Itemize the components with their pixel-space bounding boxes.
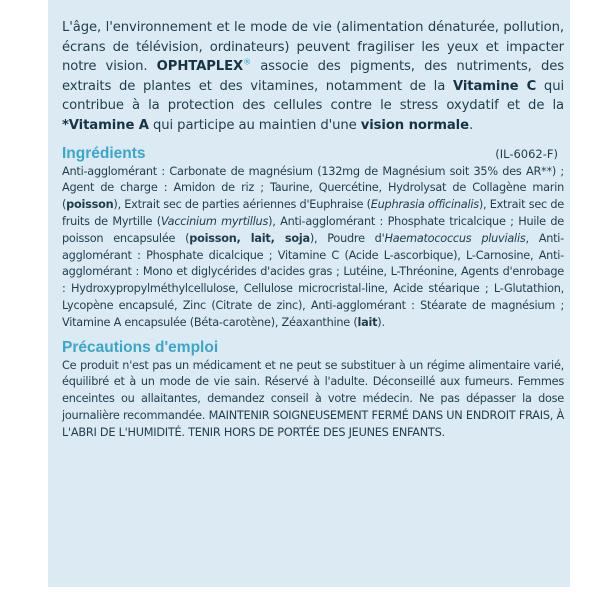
ingredients-text-2: ), Extrait sec de parties aériennes d'Euphraise ( <box>113 198 371 212</box>
allergen-poisson-lait-soja: poisson, lait, soja <box>189 231 310 245</box>
intro-text-4: qui participe au maintien d'une <box>148 117 361 133</box>
ingredients-code: (IL-6062-F) <box>495 146 558 161</box>
precautions-title: Précautions d'emploi <box>62 338 219 356</box>
ingredients-list <box>62 164 564 332</box>
ingredients-text-6: , Anti-agglomérant : Phosphate dicalcique ; Vitamine C (Acide L-ascorbique), L-Carnosine, Anti-agglomérant : Mono et diglycérides d'acides gras ; Lutéine, L-Thréonine, Agents d'enrobage : Hydroxypropylméthylcellulose, Cellulose microcristal-line, Acide stéarique ; L-Glutathion, Lycopène encapsulé, Zinc (Citrate de zinc), Anti-agglomérant : Stéarate de magnésium ; Vitamine A encapsulée (Béta-carotène), Zéaxanthine ( <box>62 231 564 329</box>
intro-text-3: qui contribue à la protection des cellules contre le stress oxydatif et de la <box>62 78 565 114</box>
vitamin-c-highlight: Vitamine C <box>452 78 537 94</box>
intro-paragraph <box>62 18 564 136</box>
registered-mark: ® <box>243 57 251 67</box>
intro-text-5: . <box>468 117 474 133</box>
latin-haematococcus: Haematococcus pluvialis <box>384 231 526 245</box>
allergen-poisson: poisson <box>66 198 114 212</box>
ingredients-text-7: ). <box>377 315 385 329</box>
ingredients-header <box>62 145 564 163</box>
intro-text-1: L'âge, l'environnement et le mode de vie (alimentation dénaturée, pollution, écrans de télévision, ordinateurs) peuvent fragiliser les yeux et impacter notre vision. <box>62 20 564 75</box>
precautions-text: Ce produit n'est pas un médicament et ne peut se substituer à un régime alimentaire varié, équilibré et à un mode de vie sain. Réservé à l'adulte. Déconseillé aux fumeurs. Femmes enceintes ou allaitantes, demandez conseil à votre médecin. Ne pas dépasser la dose journalière recommandée. MAINTENIR SOIGNEUSEMENT FERMÉ DANS UN ENDROIT FRAIS, À L'ABRI DE L'HUMIDITÉ. TENIR HORS DE PORTÉE DES JEUNES ENFANTS. <box>62 358 564 439</box>
ingredients-text-5: ), Poudre d' <box>309 231 385 245</box>
vision-normale-highlight: vision normale <box>360 117 469 133</box>
allergen-lait: lait <box>357 315 378 329</box>
intro-text-2: associe des pigments, des nutriments, des extraits de plantes et des vitamines, notamment de la <box>62 59 565 94</box>
latin-euphrasia: Euphrasia officinalis <box>370 198 479 212</box>
ingredients-text-3: ), Extrait sec de fruits de Myrtille ( <box>62 198 564 228</box>
product-info-panel <box>48 0 570 587</box>
ingredients-text-1: Anti-agglomérant : Carbonate de magnésium (132mg de Magnésium soit 35% des AR**) ; Agent de charge : Amidon de riz ; Taurine, Quercétine, Hydrolysat de Collagène marin ( <box>62 164 564 212</box>
brand-name: OPHTAPLEX <box>156 59 244 75</box>
latin-vaccinium: Vaccinium myrtillus <box>160 214 269 228</box>
vitamin-a-highlight: *Vitamine A <box>62 117 149 133</box>
ingredients-text-4: ), Anti-agglomérant : Phosphate tricalcique ; Huile de poisson encapsulée ( <box>62 214 564 245</box>
ingredients-title: Ingrédients <box>62 144 146 162</box>
